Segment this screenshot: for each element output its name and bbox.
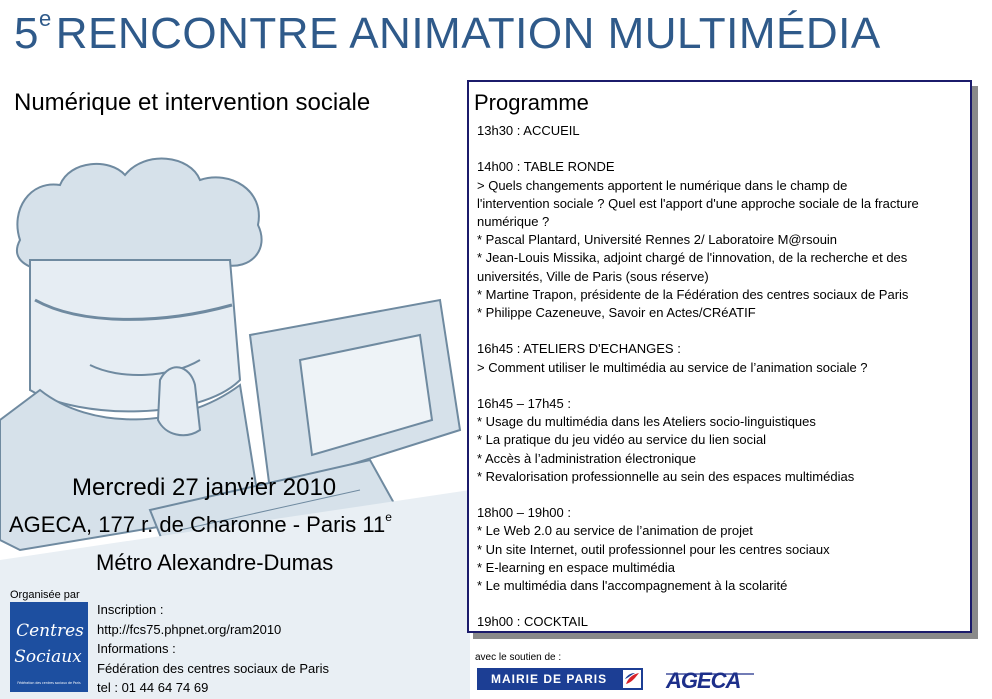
programme-line: * Philippe Cazeneuve, Savoir en Actes/CRéATIF — [477, 305, 756, 321]
programme-line: 14h00 : TABLE RONDE — [477, 159, 615, 175]
programme-line: * Revalorisation professionnelle au sein des espaces multimédias — [477, 468, 855, 484]
programme-line: 19h00 : COCKTAIL — [477, 614, 589, 630]
organizer-label: Organisée par — [10, 589, 80, 601]
programme-line: * La pratique du jeu vidéo au service du lien social — [477, 432, 767, 448]
centres-sociaux-logo — [10, 602, 88, 692]
programme-line — [477, 377, 977, 395]
event-address-text: AGECA, 177 r. de Charonne - Paris 11 — [9, 512, 386, 537]
programme-title: Programme — [474, 90, 589, 115]
mairie-flag-icon — [623, 670, 641, 688]
title-superscript: e — [38, 6, 52, 31]
logo-text-small: Fédération des centres sociaux de Paris — [17, 681, 81, 685]
info-organization: Fédération des centres sociaux de Paris — [97, 660, 329, 676]
ageca-logo-text: AGECA — [666, 668, 741, 692]
programme-line: 18h00 – 19h00 : — [477, 505, 571, 521]
programme-line: * Un site Internet, outil professionnel pour les centres sociaux — [477, 541, 830, 557]
info-label: Informations : — [97, 641, 176, 656]
programme-line: 13h30 : ACCUEIL — [477, 123, 580, 138]
programme-line: > Comment utiliser le multimédia au service de l’animation sociale ? — [477, 359, 868, 375]
programme-list — [477, 122, 977, 632]
programme-line: * Le multimédia dans l'accompagnement à la scolarité — [477, 578, 788, 594]
programme-line: 16h45 : ATELIERS D'ECHANGES : — [477, 341, 681, 357]
logo-text-sociaux: Sociaux — [14, 647, 82, 667]
title-number: 5 — [14, 9, 39, 58]
info-phone: tel : 01 44 64 74 69 — [97, 680, 209, 695]
event-address-superscript: e — [385, 510, 392, 524]
programme-line: numérique ? — [477, 214, 550, 229]
event-title — [14, 6, 881, 58]
programme-line: * Accès à l’administration électronique — [477, 450, 696, 466]
title-text: RENCONTRE ANIMATION MULTIMÉDIA — [55, 9, 881, 58]
programme-line: * Jean-Louis Missika, adjoint chargé de l'innovation, de la recherche et des — [477, 250, 908, 266]
programme-line: * Martine Trapon, présidente de la Fédération des centres sociaux de Paris — [477, 286, 909, 302]
programme-line: universités, Ville de Paris (sous réserve) — [477, 268, 709, 284]
programme-line — [477, 322, 977, 340]
programme-line: l'intervention sociale ? Quel est l'apport d'une approche sociale de la fracture — [477, 195, 919, 211]
centres-sociaux-logo-icon — [10, 602, 88, 692]
logo-text-centres: Centres — [16, 621, 84, 641]
programme-line — [477, 595, 977, 613]
event-metro: Métro Alexandre-Dumas — [96, 550, 334, 575]
mairie-de-paris-logo — [477, 668, 643, 690]
event-subtitle: Numérique et intervention sociale — [14, 89, 371, 116]
programme-line: 16h45 – 17h45 : — [477, 396, 571, 411]
programme-line: * Pascal Plantard, Université Rennes 2/ Laboratoire M@rsouin — [477, 232, 838, 248]
event-address — [9, 512, 392, 538]
programme-line — [477, 140, 977, 158]
programme-line: * E-learning en espace multimédia — [477, 559, 675, 575]
inscription-label: Inscription : — [97, 602, 164, 617]
mairie-de-paris-text: MAIRIE DE PARIS — [491, 672, 608, 686]
contact-info — [97, 600, 329, 698]
programme-line: * Le Web 2.0 au service de l’animation de projet — [477, 523, 753, 539]
event-date: Mercredi 27 janvier 2010 — [72, 474, 337, 501]
inscription-link[interactable]: http://fcs75.phpnet.org/ram2010 — [97, 621, 282, 637]
programme-line: > Quels changements apportent le numérique dans le champ de — [477, 177, 848, 193]
programme-line: * Usage du multimédia dans les Ateliers socio-linguistiques — [477, 414, 816, 430]
programme-line — [477, 486, 977, 504]
support-label: avec le soutien de : — [475, 652, 562, 663]
ageca-logo — [664, 666, 756, 692]
